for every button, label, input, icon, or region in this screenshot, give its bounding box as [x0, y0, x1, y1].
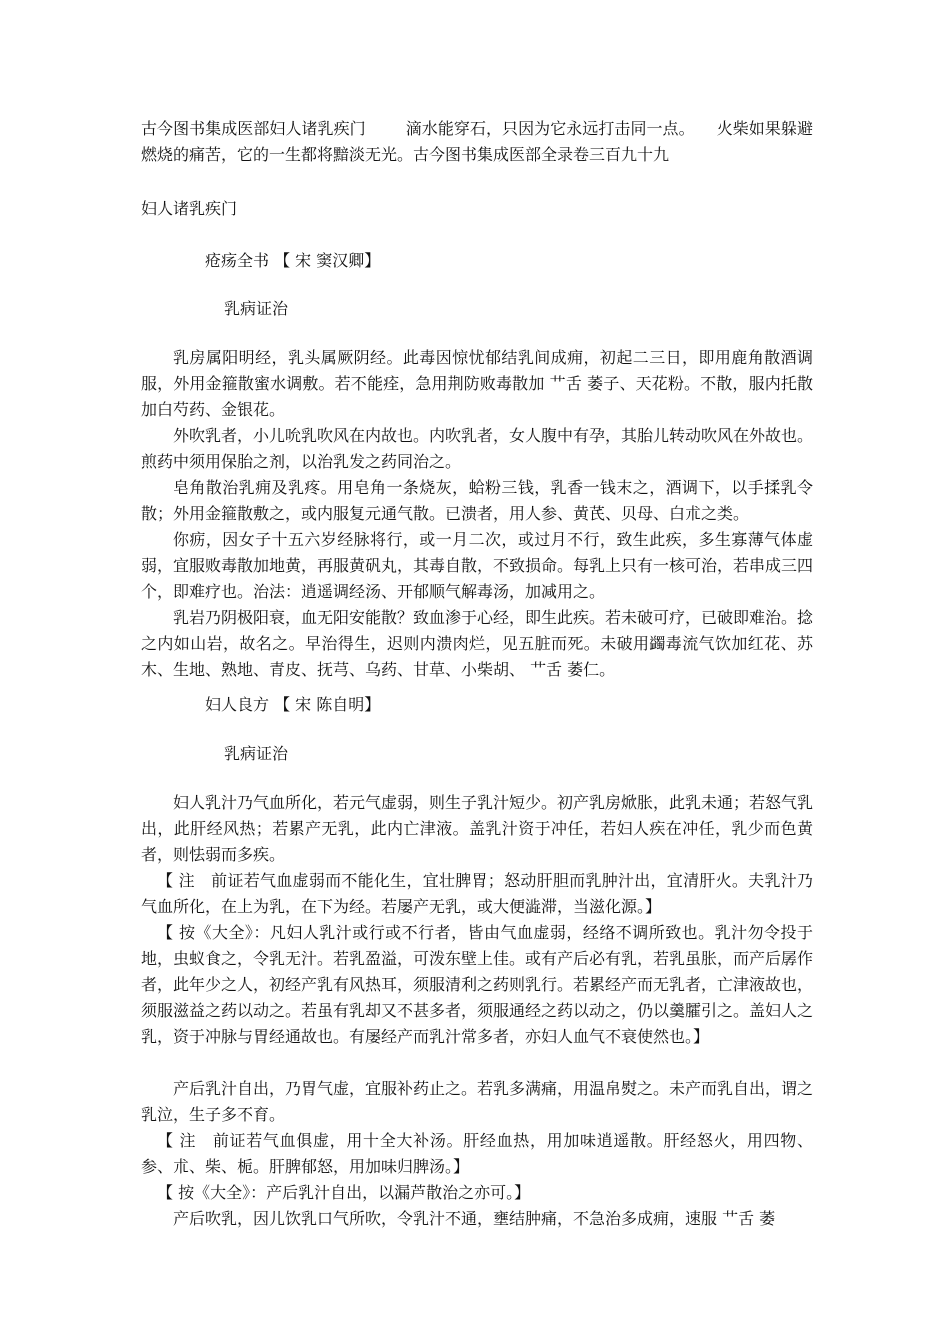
topic-title: 乳病证治	[224, 299, 289, 318]
book-title: 疮疡全书 【 宋 窦汉卿】	[205, 251, 381, 270]
annotation: 【 注 前证若气血虚弱而不能化生，宜壮脾胃；怒动肝胆而乳肿汁出，宜清肝火。夫乳汁乃气血所化，在上为乳，在下为经。若屡产无乳，或大便澁滞，当滋化源。】	[141, 871, 813, 916]
paragraph: 乳房属阳明经，乳头属厥阴经。此毒因惊忧郁结乳间成痈，初起二三日，即用鹿角散酒调服，外用金箍散蜜水调敷。若不能痊，急用荆防败毒散加 艹舌 萎子、天花粉。不散，服内托散加白芍药、金银花。	[141, 348, 813, 419]
intro-quote-1: 滴水能穿石，只因为它永远打击同一点。	[405, 119, 695, 138]
book-title: 妇人良方 【 宋 陈自明】	[205, 695, 381, 714]
intro-source: 古今图书集成医部妇人诸乳疾门	[141, 119, 366, 138]
paragraph: 你疬，因女子十五六岁经脉将行，或一月二次，或过月不行，致生此疾，多生寡薄气体虚弱，宜服败毒散加地黄，再服黄矾丸，其毒自散，不致损命。每乳上只有一核可治，若串成三四个，即难疗也。治法：逍遥调经汤、开郁顺气解毒汤，加减用之。	[141, 530, 814, 601]
paragraph: 妇人乳汁乃气血所化，若元气虚弱，则生子乳汁短少。初产乳房焮胀，此乳未通；若怒气乳出，此肝经风热；若累产无乳，此内亡津液。盖乳汁资于冲任，若妇人疾在冲任，乳少而色黄者，则怯弱而多疾。	[141, 793, 814, 864]
paragraph: 外吹乳者，小儿吮乳吹风在内故也。内吹乳者，女人腹中有孕，其胎儿转动吹风在外故也。煎药中须用保胎之剂，以治乳发之药同治之。	[141, 426, 814, 471]
annotation: 【 按《大全》：产后乳汁自出，以漏芦散治之亦可。】	[157, 1183, 531, 1202]
section-title: 妇人诸乳疾门	[141, 199, 238, 218]
annotation: 【 按《大全》：凡妇人乳汁或行或不行者，皆由气血虚弱，经络不调所致也。乳汁勿令投于地，虫蚁食之，令乳无汁。若乳盈溢，可泼东壁上佳。或有产后必有乳，若乳虽胀，而产后孱作者，此年少之人，初经产乳有风热耳，须服清利之药则乳行。若累经产而无乳者，亡津液故也，须服滋益之药以动之。若虽有乳却又不甚多者，须服通经之药以动之，仍以羹臛引之。盖妇人之乳，资于冲脉与胃经通故也。有屡经产而乳汁常多者，亦妇人血气不衰使然也。】	[141, 923, 814, 1046]
intro-quote-2: 火柴如果躲避燃烧的痛苦，它的一生都将黯淡无光。古今图书集成医部全录卷三百九十九	[141, 119, 813, 164]
paragraph: 皂角散治乳痈及乳疼。用皂角一条烧灰，蛤粉三钱，乳香一钱末之，酒调下，以手揉乳令散；外用金箍散敷之，或内服复元通气散。已溃者，用人参、黄芪、贝母、白朮之类。	[141, 478, 813, 523]
annotation: 【 注 前证若气血俱虚，用十全大补汤。肝经血热，用加味逍遥散。肝经怒火，用四物、参、朮、柴、栀。肝脾郁怒，用加味归脾汤。】	[141, 1131, 813, 1176]
paragraph: 产后吹乳，因儿饮乳口气所吹，令乳汁不通，壅结肿痛，不急治多成痈，速服 艹舌 萎	[173, 1209, 776, 1228]
paragraph: 产后乳汁自出，乃胃气虚，宜服补药止之。若乳多满痛，用温帛熨之。未产而乳自出，谓之乳泣，生子多不育。	[141, 1079, 814, 1124]
paragraph: 乳岩乃阴极阳衰，血无阳安能散？致血渗于心经，即生此疾。若未破可疗，已破即难治。捻之内如山岩，故名之。早治得生，迟则内溃肉烂，见五脏而死。未破用蠲毒流气饮加红花、苏木、生地、熟地、青皮、抚芎、乌药、甘草、小柴胡、 艹舌 萎仁。	[141, 608, 814, 679]
intro-text	[141, 116, 813, 168]
topic-title: 乳病证治	[224, 744, 289, 763]
